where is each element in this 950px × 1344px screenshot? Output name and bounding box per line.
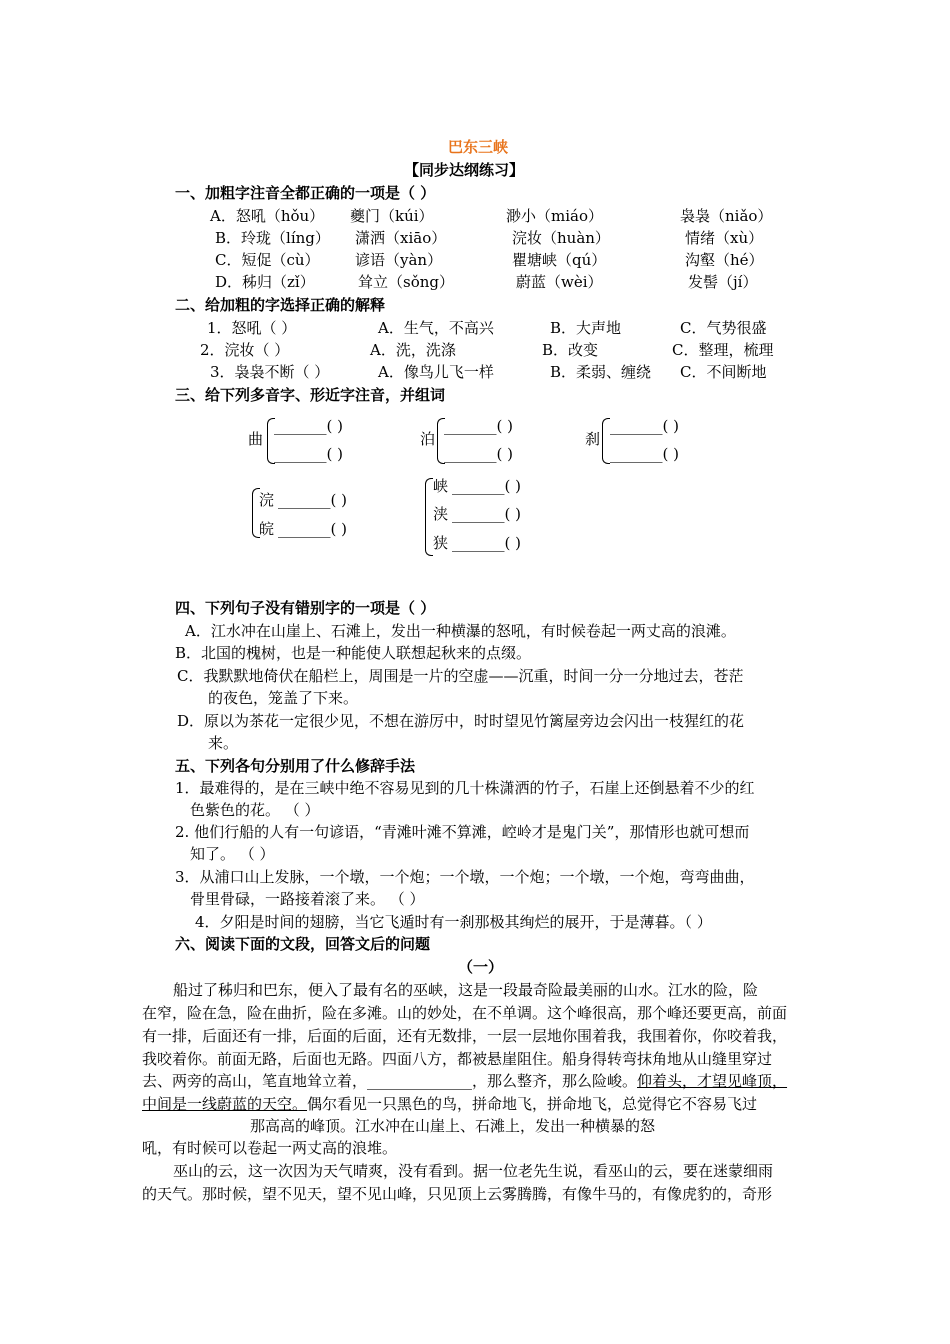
underlined-sentence: 仰着头，才望见峰顶， [637,1072,788,1090]
blank-line: _______( ) [444,445,513,463]
char-wan: 皖 [259,520,275,538]
s1-option: D．秭归（zǐ） [215,273,315,291]
s1-option: 发髻（jí） [688,273,758,291]
passage-text: 去、两旁的高山，笔直地耸立着， [142,1072,368,1090]
passage-line: 巫山的云，这一次因为天气晴爽，没有看到。据一位老先生说，看巫山的云，要在迷蒙细雨 [173,1162,774,1180]
s1-option: 潇洒（xiāo） [355,229,447,247]
s2-item: 1．怒吼（ ） [207,319,297,337]
s2-choice: C．整理，梳理 [672,341,774,359]
s1-option: B．玲珑（líng） [215,229,330,247]
s2-choice: A．像鸟儿飞一样 [378,363,494,381]
doc-title: 巴东三峡 [448,138,509,156]
char-jia: 浃 [433,505,449,523]
s1-option: 情绪（xù） [685,229,764,247]
passage-line: 有一排，后面还有一排，后面的后面，还有无数排，一层一层地你围着我，我围着你，你咬着我， [142,1027,788,1045]
s2-choice: B．大声地 [550,319,622,337]
passage-text: ，那么整齐，那么险峻。 [472,1072,638,1090]
passage-number: （一） [458,958,504,976]
s1-option: 渺小（miáo） [506,207,603,225]
blank-line: _______( ) [610,417,679,435]
s2-choice: C．不间断地 [680,363,767,381]
doc-subtitle: 【同步达纲练习】 [404,161,525,179]
s5-q1: 1．最难得的，是在三峡中绝不容易见到的几十株潇洒的竹子，石崖上还倒悬着不少的红 [175,779,755,797]
s5-q2-cont: 知了。 （ ） [190,845,275,863]
s1-option: A．怒吼（hǒu） [210,207,325,225]
s5-q1-cont: 色紫色的花。 （ ） [190,801,320,819]
blank-line: _______( ) [278,520,347,538]
s5-q3: 3．从浦口山上发脉，一个墩，一个炮；一个墩，一个炮；一个墩，一个炮，弯弯曲曲， [175,868,755,886]
s2-choice: B．柔弱、缠绕 [550,363,652,381]
s4-option-c-cont: 的夜色，笼盖了下来。 [208,689,359,707]
passage-text: 偶尔看见一只黑色的鸟，拼命地飞，拼命地飞，总觉得它不容易飞过 [307,1095,758,1113]
s2-choice: A．生气，不高兴 [378,319,494,337]
section-1-heading: 一、加粗字注音全都正确的一项是（ ） [175,184,436,202]
passage-line: 我咬着你。前面无路，后面也无路。四面八方，都被悬崖阻住。船身得转弯抹角地从山缝里穿过 [142,1050,773,1068]
s2-choice: B．改变 [542,341,599,359]
char-cha: 刹 [585,430,601,448]
char-bo: 泊 [420,430,436,448]
s4-option-c: C．我默默地倚伏在船栏上，周围是一片的空虚——沉重，时间一分一分地过去，苍茫 [177,667,744,685]
char-huan: 浣 [259,491,275,509]
s2-item: 3．袅袅不断（ ） [210,363,330,381]
brace [425,478,433,556]
s4-option-b: B．北国的槐树，也是一种能使人联想起秋来的点缀。 [175,644,532,662]
s5-q4: 4．夕阳是时间的翅膀，当它飞遁时有一刹那极其绚烂的展开，于是薄暮。（ ） [195,913,712,931]
section-5-heading: 五、下列各句分别用了什么修辞手法 [175,757,416,775]
blank-line: _______( ) [452,534,521,552]
answer-blank: ______________ [367,1072,473,1090]
s1-option: 夔门（kúi） [350,207,434,225]
passage-line: 吼，有时候可以卷起一两丈高的浪堆。 [142,1139,398,1157]
blank-line: _______( ) [274,417,343,435]
passage-line: 的天气。那时候，望不见天，望不见山峰，只见顶上云雾腾腾，有像牛马的，有像虎豹的，奇形 [142,1185,773,1203]
passage-line: 在窄，险在急，险在曲折，险在多滩。山的妙处，在不单调。这个峰很高，那个峰还要更高，前面 [142,1004,788,1022]
s2-choice: A．洗，洗涤 [370,341,456,359]
blank-line: _______( ) [610,445,679,463]
section-3-heading: 三、给下列多音字、形近字注音，并组词 [175,386,446,404]
s1-option: 沟壑（hé） [685,251,764,269]
blank-line: _______( ) [452,477,521,495]
s1-option: 耸立（sǒng） [358,273,454,291]
s2-item: 2．浣妆（ ） [200,341,290,359]
passage-line [142,1094,757,1114]
s1-option: 蔚蓝（wèi） [516,273,603,291]
s5-q2: 2. 他们行船的人有一句谚语，“青滩叶滩不算滩，崆岭才是鬼门关”，那情形也就可想而 [175,823,750,841]
char-xia2: 狭 [433,534,449,552]
section-2-heading: 二、给加粗的字选择正确的解释 [175,296,386,314]
blank-line: _______( ) [274,445,343,463]
s1-option: 浣妆（huàn） [512,229,610,247]
section-4-heading: 四、下列句子没有错别字的一项是（ ） [175,599,436,617]
brace [602,418,610,464]
underlined-sentence: 中间是一线蔚蓝的天空。 [142,1095,308,1113]
s4-option-d-cont: 来。 [208,734,239,752]
blank-line: _______( ) [444,417,513,435]
passage-line [142,1071,787,1091]
s1-option: 谚语（yàn） [355,251,443,269]
s1-option: 袅袅（niǎo） [680,207,773,225]
passage-line: 船过了秭归和巴东，便入了最有名的巫峡，这是一段最奇险最美丽的山水。江水的险，险 [173,981,759,999]
s1-option: C．短促（cù） [215,251,320,269]
char-qu: 曲 [248,430,264,448]
s1-option: 瞿塘峡（qú） [512,251,607,269]
s4-option-d: D．原以为茶花一定很少见，不想在游厉中，时时望见竹篱屋旁边会闪出一枝猩红的花 [177,712,745,730]
blank-line: _______( ) [452,505,521,523]
section-6-heading: 六、阅读下面的文段，回答文后的问题 [175,935,431,953]
s2-choice: C．气势很盛 [680,319,767,337]
s4-option-a: A．江水冲在山崖上、石滩上，发出一种横瀑的怒吼，有时候卷起一两丈高的浪滩。 [185,622,736,640]
char-xia: 峡 [433,477,449,495]
blank-line: _______( ) [278,491,347,509]
s5-q3-cont: 骨里骨碌，一路接着滚了来。 （ ） [190,890,425,908]
passage-line: 那高高的峰顶。江水冲在山崖上、石滩上，发出一种横暴的怒 [250,1117,656,1135]
